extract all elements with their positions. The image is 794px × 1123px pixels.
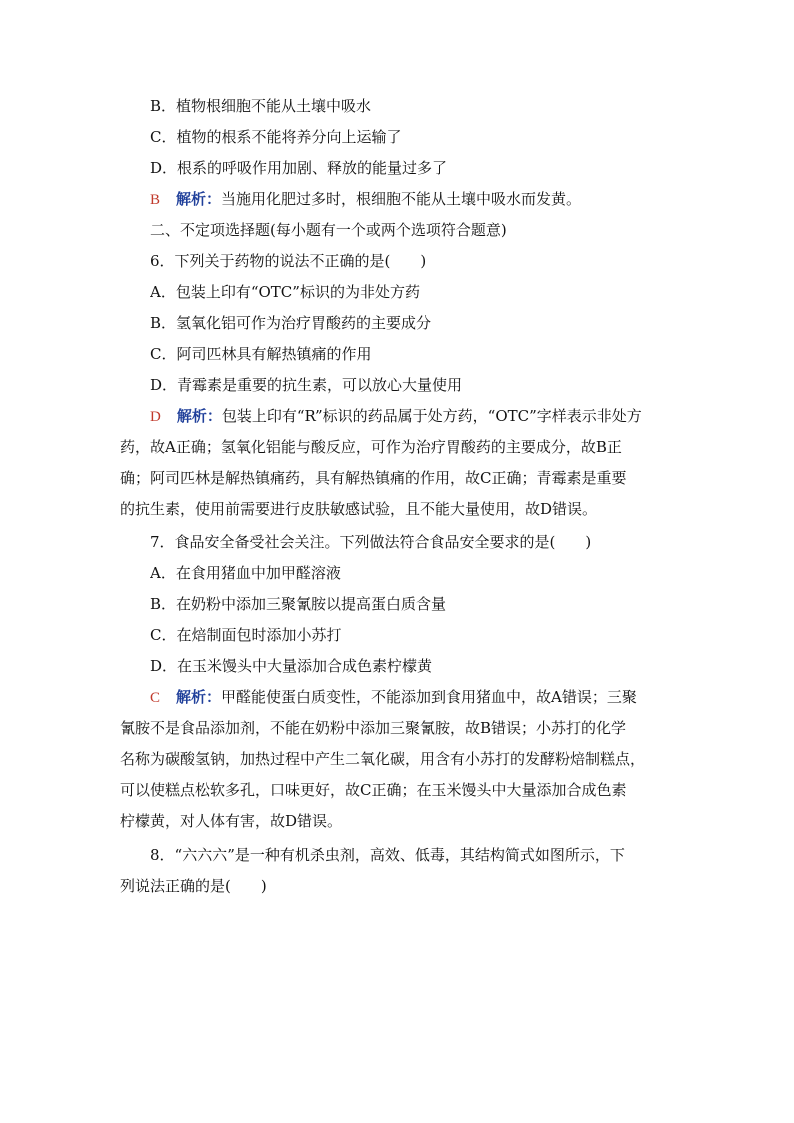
q7-analysis-text-1: 甲醛能使蛋白质变性，不能添加到食用猪血中，故A错误；三聚 xyxy=(221,688,637,706)
q6-analysis-text-4: 的抗生素，使用前需要进行皮肤敏感试验，且不能大量使用，故D错误。 xyxy=(120,500,598,518)
q7-analysis-text-3: 名称为碳酸氢钠，加热过程中产生二氧化碳，用含有小苏打的发酵粉焙制糕点， xyxy=(120,750,646,768)
q6-option-b: B．氢氧化铝可作为治疗胃酸药的主要成分 xyxy=(150,314,432,332)
q5-analysis xyxy=(150,189,680,210)
q7-stem: 7．食品安全备受社会关注。下列做法符合食品安全要求的是( ) xyxy=(150,533,592,551)
q7-analysis-first-line xyxy=(150,687,680,708)
section-heading: 二、不定项选择题(每小题有一个或两个选项符合题意) xyxy=(150,221,507,239)
q7-option-c: C．在焙制面包时添加小苏打 xyxy=(150,626,342,644)
q5-analysis-label: 解析： xyxy=(176,190,222,208)
q6-answer: D xyxy=(150,409,161,425)
q6-analysis-first-line xyxy=(150,406,680,427)
q6-analysis-text-2: 药，故A正确；氢氧化铝能与酸反应，可作为治疗胃酸药的主要成分，故B正 xyxy=(120,438,622,456)
q5-answer: B xyxy=(150,192,161,208)
q5-option-b: B．植物根细胞不能从土壤中吸水 xyxy=(150,97,372,115)
q8-stem-line-1: 8．“六六六”是一种有机杀虫剂，高效、低毒，其结构简式如图所示，下 xyxy=(150,846,625,864)
q6-analysis-text-1: 包装上印有“R”标识的药品属于处方药，“OTC”字样表示非处方 xyxy=(221,407,642,425)
q7-analysis-text-2: 氰胺不是食品添加剂，不能在奶粉中添加三聚氰胺，故B错误；小苏打的化学 xyxy=(120,719,627,737)
q6-option-a: A．包装上印有“OTC”标识的为非处方药 xyxy=(150,283,420,301)
q7-option-b: B．在奶粉中添加三聚氰胺以提高蛋白质含量 xyxy=(150,595,447,613)
q6-analysis-label: 解析： xyxy=(176,407,222,425)
q5-option-d: D．根系的呼吸作用加剧、释放的能量过多了 xyxy=(150,159,448,177)
q8-stem-line-2: 列说法正确的是( ) xyxy=(120,877,267,895)
q6-analysis-text-3: 确；阿司匹林是解热镇痛药，具有解热镇痛的作用，故C正确；青霉素是重要 xyxy=(120,469,627,487)
q7-answer: C xyxy=(150,690,161,706)
q6-option-d: D．青霉素是重要的抗生素，可以放心大量使用 xyxy=(150,376,463,394)
q5-option-c: C．植物的根系不能将养分向上运输了 xyxy=(150,128,402,146)
q7-option-a: A．在食用猪血中加甲醛溶液 xyxy=(150,564,341,582)
q6-option-c: C．阿司匹林具有解热镇痛的作用 xyxy=(150,345,372,363)
q7-option-d: D．在玉米馒头中大量添加合成色素柠檬黄 xyxy=(150,657,433,675)
q7-analysis-label: 解析： xyxy=(176,688,222,706)
q5-analysis-text: 当施用化肥过多时，根细胞不能从土壤中吸水而发黄。 xyxy=(221,190,582,208)
q7-analysis-text-5: 柠檬黄，对人体有害，故D错误。 xyxy=(120,812,343,830)
q7-analysis-text-4: 可以使糕点松软多孔，口味更好，故C正确；在玉米馒头中大量添加合成色素 xyxy=(120,781,627,799)
q6-stem: 6．下列关于药物的说法不正确的是( ) xyxy=(150,252,427,270)
